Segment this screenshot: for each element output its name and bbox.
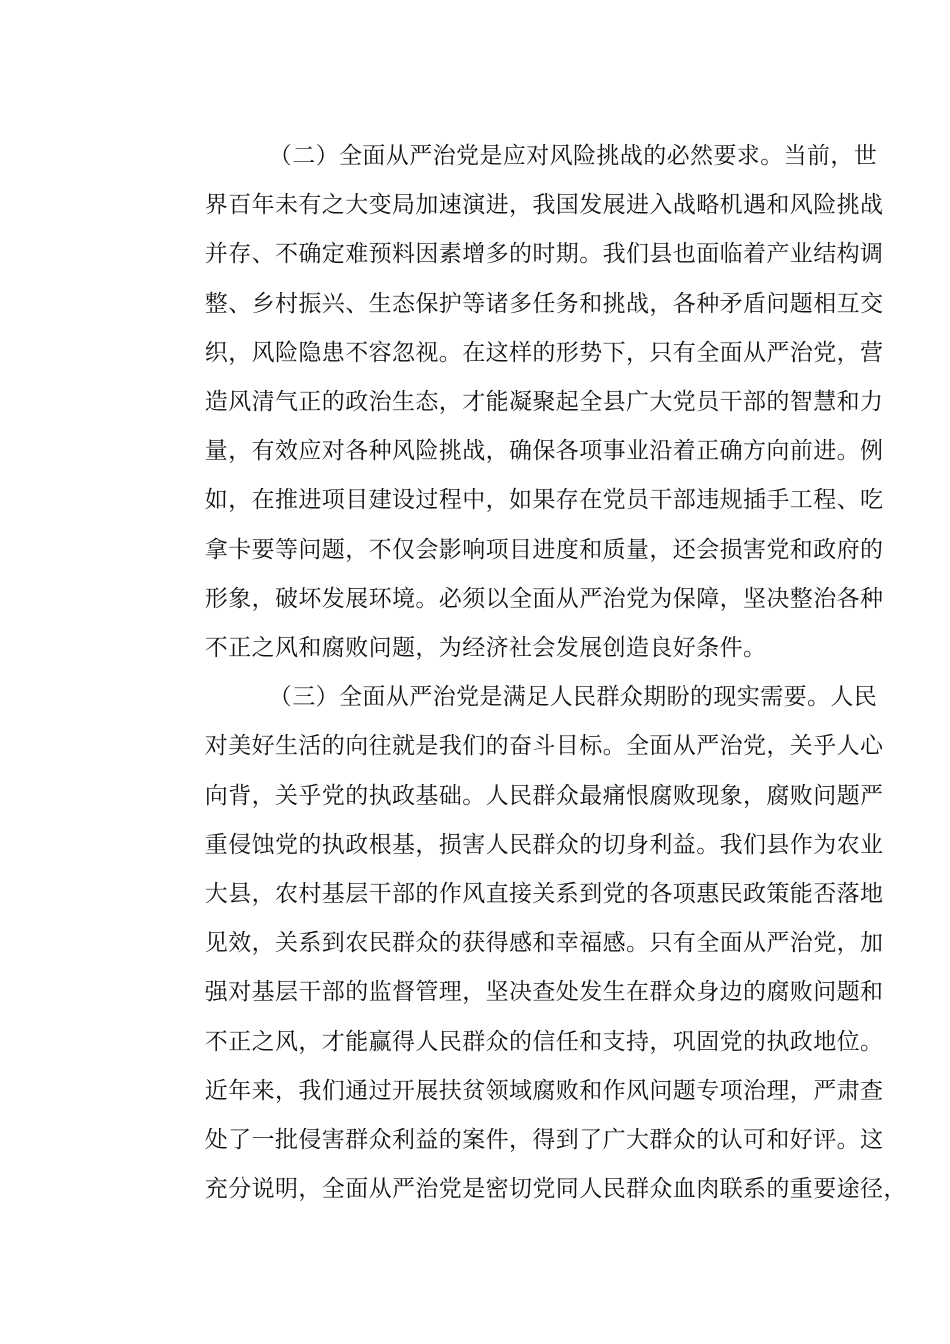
- text-line: 拿卡要等问题，不仅会影响项目进度和质量，还会损害党和政府的: [204, 536, 884, 563]
- text-line: （二）全面从严治党是应对风险挑战的必然要求。当前，世: [268, 143, 878, 169]
- text-line: 向背，关乎党的执政基础。人民群众最痛恨腐败现象，腐败问题严: [204, 782, 884, 809]
- text-line: 界百年未有之大变局加速演进，我国发展进入战略机遇和风险挑战: [204, 192, 884, 219]
- text-line: 充分说明，全面从严治党是密切党同人民群众血肉联系的重要途径，: [204, 1176, 907, 1203]
- text-line: 重侵蚀党的执政根基，损害人民群众的切身利益。我们县作为农业: [204, 831, 884, 858]
- text-line: 对美好生活的向往就是我们的奋斗目标。全面从严治党，关乎人心: [204, 733, 884, 760]
- text-line: 造风清气正的政治生态，才能凝聚起全县广大党员干部的智慧和力: [204, 389, 884, 416]
- text-line: 量，有效应对各种风险挑战，确保各项事业沿着正确方向前进。例: [204, 438, 884, 465]
- text-line: 形象，破坏发展环境。必须以全面从严治党为保障，坚决整治各种: [204, 585, 884, 612]
- document-body: [145, 132, 907, 1214]
- text-line: 处了一批侵害群众利益的案件，得到了广大群众的认可和好评。这: [204, 1127, 884, 1154]
- paragraph-2: [145, 132, 884, 673]
- paragraph-3: [145, 673, 907, 1214]
- text-line: 不正之风，才能赢得人民群众的信任和支持，巩固党的执政地位。: [204, 1028, 884, 1055]
- text-line: 不正之风和腐败问题，为经济社会发展创造良好条件。: [204, 635, 767, 662]
- text-line: 强对基层干部的监督管理，坚决查处发生在群众身边的腐败问题和: [204, 979, 884, 1006]
- text-line: 近年来，我们通过开展扶贫领域腐败和作风问题专项治理，严肃查: [204, 1077, 884, 1104]
- text-line: （三）全面从严治党是满足人民群众期盼的现实需要。人民: [268, 684, 878, 711]
- text-line: 大县，农村基层干部的作风直接关系到党的各项惠民政策能否落地: [204, 881, 884, 908]
- text-line: 整、乡村振兴、生态保护等诸多任务和挑战，各种矛盾问题相互交: [204, 290, 884, 317]
- text-line: 见效，关系到农民群众的获得感和幸福感。只有全面从严治党，加: [204, 930, 884, 957]
- text-line: 织，风险隐患不容忽视。在这样的形势下，只有全面从严治党，营: [204, 339, 884, 366]
- text-line: 并存、不确定难预料因素增多的时期。我们县也面临着产业结构调: [204, 241, 884, 268]
- text-line: 如，在推进项目建设过程中，如果存在党员干部违规插手工程、吃: [204, 487, 884, 514]
